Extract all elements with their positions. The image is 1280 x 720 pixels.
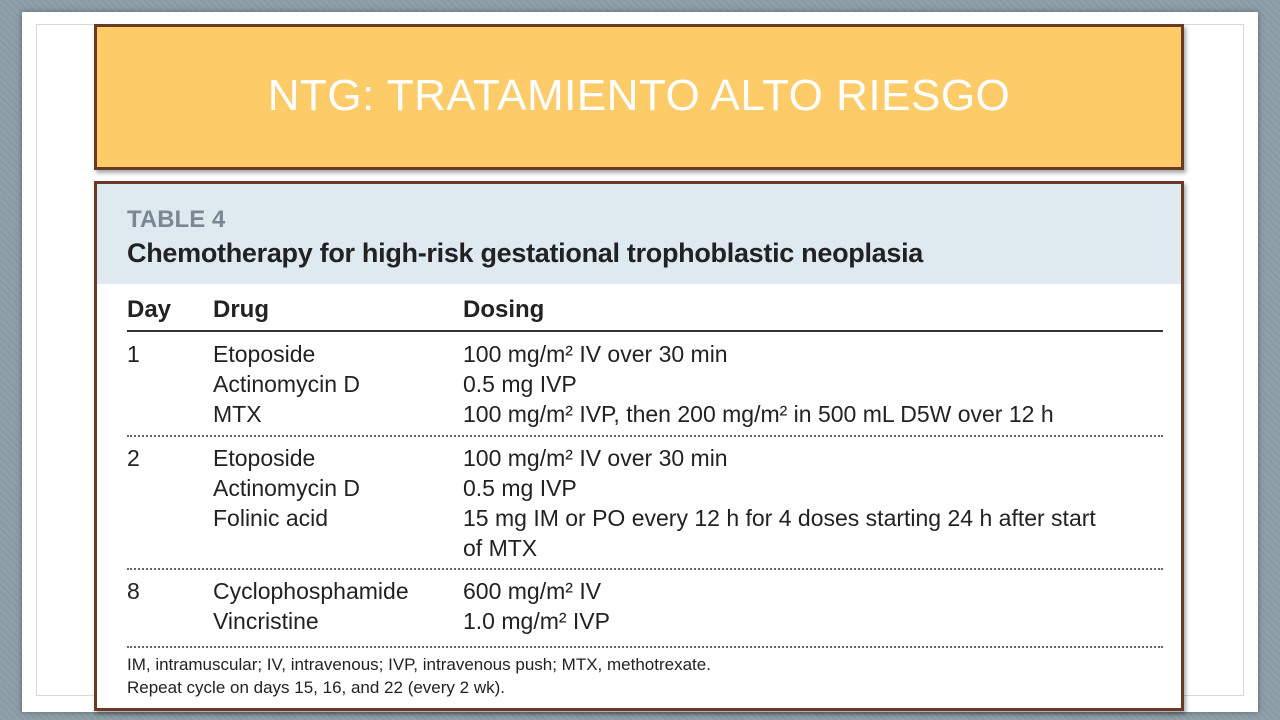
slide-title: NTG: TRATAMIENTO ALTO RIESGO (267, 71, 1011, 120)
dosing-cell: 100 mg/m² IVP, then 200 mg/m² in 500 mL D5W over 12 h (463, 401, 1054, 427)
drug-cell: Vincristine (213, 608, 319, 634)
group-divider (127, 568, 1163, 570)
dosing-cell: 100 mg/m² IV over 30 min (463, 341, 728, 367)
group-divider (127, 435, 1163, 437)
table-image (94, 181, 1184, 711)
footnote-abbreviations: IM, intramuscular; IV, intravenous; IVP, intravenous push; MTX, methotrexate. (127, 655, 711, 674)
table-caption: Chemotherapy for high-risk gestational trophoblastic neoplasia (127, 238, 924, 268)
dosing-cell: 15 mg IM or PO every 12 h for 4 doses starting 24 h after start (463, 505, 1096, 531)
drug-cell: Folinic acid (213, 505, 329, 531)
table-label: TABLE 4 (127, 206, 226, 233)
footnote-repeat: Repeat cycle on days 15, 16, and 22 (every 2 wk). (127, 678, 505, 697)
drug-cell: MTX (213, 401, 262, 427)
drug-cell: Etoposide (213, 341, 316, 367)
dosing-cell: 0.5 mg IVP (463, 371, 577, 397)
day-cell: 1 (127, 341, 140, 367)
footer-rule (127, 646, 1163, 648)
dosing-cell-continued: of MTX (463, 535, 538, 561)
dosing-cell: 100 mg/m² IV over 30 min (463, 445, 728, 471)
column-header-dosing: Dosing (463, 296, 545, 323)
title-banner (94, 24, 1184, 170)
day-cell: 8 (127, 578, 140, 604)
drug-cell: Actinomycin D (213, 371, 360, 397)
dosing-cell: 1.0 mg/m² IVP (463, 608, 610, 634)
dosing-cell: 600 mg/m² IV (463, 578, 602, 604)
column-header-drug: Drug (213, 296, 269, 323)
dosing-cell: 0.5 mg IVP (463, 475, 577, 501)
day-cell: 2 (127, 445, 140, 471)
header-rule (127, 330, 1163, 332)
drug-cell: Actinomycin D (213, 475, 360, 501)
drug-cell: Etoposide (213, 445, 316, 471)
column-header-day: Day (127, 296, 172, 323)
drug-cell: Cyclophosphamide (213, 578, 409, 604)
table-header (97, 184, 1181, 284)
